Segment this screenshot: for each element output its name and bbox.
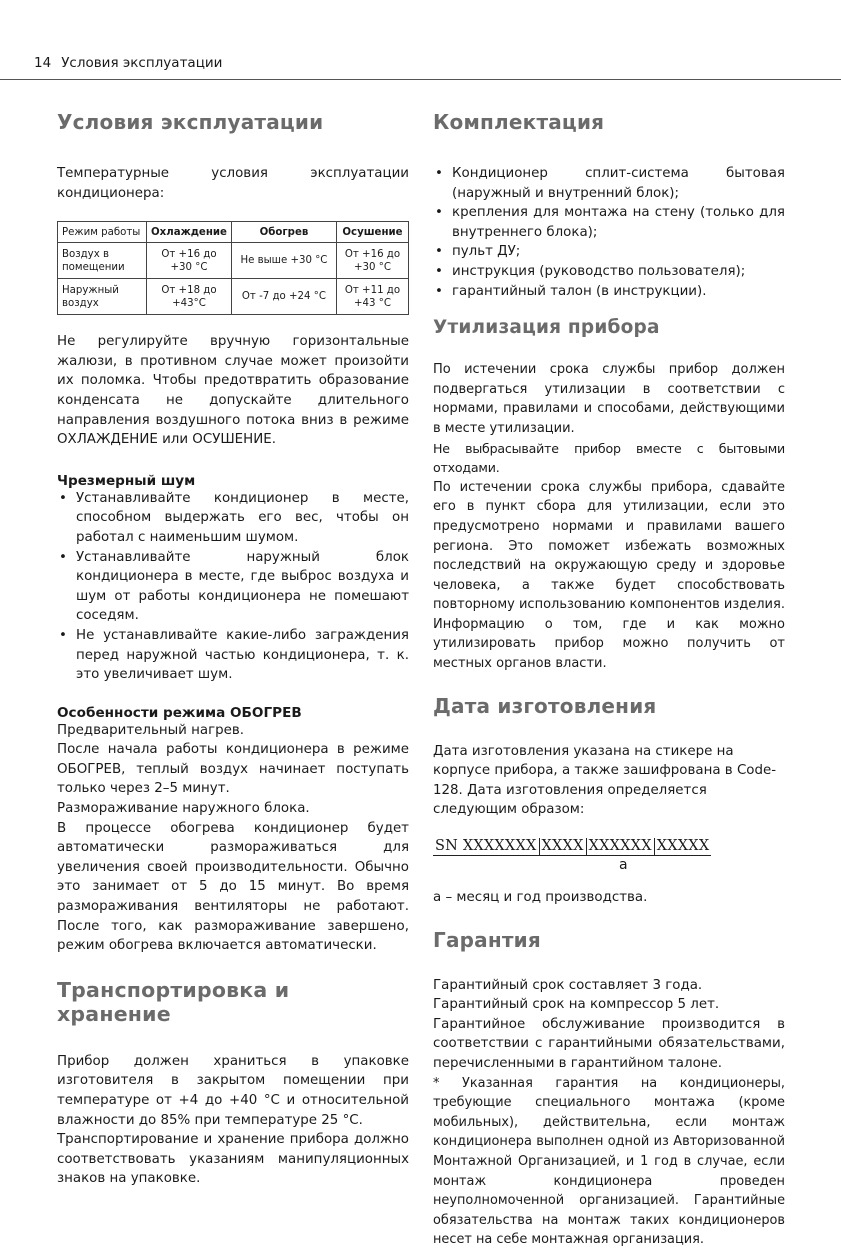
- kit-heading: Комплектация: [433, 110, 605, 134]
- sn-part: SN XXXXXXX: [435, 838, 537, 855]
- list-item: [433, 282, 785, 302]
- sn-part: XXXX: [539, 838, 586, 856]
- table-row: [58, 279, 409, 315]
- list-item: [57, 489, 409, 548]
- heating-paragraph: В процессе обогрева кондиционер будет автоматически размораживаться для увеличения своей производительности. Обычно это занимает от 5 до 15 минут. Во время размораживания вентиляторы не работают. После того, как размораживание завершено, режим обогрева включается автоматически.: [57, 820, 409, 954]
- bullet-icon: •: [59, 490, 67, 506]
- list-item: [433, 242, 785, 262]
- table-cell: Воздух в помещении: [58, 243, 147, 279]
- list-item-text: Кондиционер сплит-система бытовая (наружный и внутренний блок);: [452, 166, 785, 201]
- list-item-text: Не устанавливайте какие-либо заграждения перед наружной частью кондиционера, т. к. это увеличивает шум.: [76, 627, 409, 683]
- warranty-paragraph: * Указанная гарантия на кондиционеры, требующие специального монтажа (кроме мобильных), действительна, если монтаж кондиционера выполнен одной из Авторизованной Монтажной Организацией, и 1 год в случае, если монтаж кондиционера проведен неуполномоченной организацией. Гарантийные обязательства на монтаж таких кондиционеров несет на себе монтажная организация.: [433, 1075, 785, 1248]
- table-cell: От +16 до +30 °C: [147, 243, 232, 279]
- table-row: [58, 243, 409, 279]
- table-cell: Не выше +30 °C: [231, 243, 336, 279]
- transport-paragraph: Прибор должен храниться в упаковке изготовителя в закрытом помещении при температуре от +4 до +40 °С и относительной влажности до 85% при температуре 25 °С.: [57, 1053, 409, 1128]
- warranty-paragraph: Гарантийный срок составляет 3 года.: [433, 977, 703, 993]
- heating-paragraph: Размораживание наружного блока.: [57, 801, 310, 817]
- disposal-heading: Утилизация прибора: [433, 317, 660, 339]
- page-number: 14: [34, 55, 52, 71]
- table-header-cell: Обогрев: [231, 222, 336, 243]
- conditions-intro: Температурные условия эксплуатации кондиционера:: [57, 166, 409, 201]
- bullet-icon: •: [435, 263, 443, 279]
- table-header-row: [58, 222, 409, 243]
- header-rule: [0, 79, 841, 80]
- disposal-paragraph: Не выбрасывайте прибор вместе с бытовыми отходами.: [433, 440, 785, 476]
- list-item: [57, 548, 409, 626]
- list-item: [433, 262, 785, 282]
- bullet-icon: •: [59, 627, 67, 643]
- noise-list: [57, 489, 409, 685]
- table-header-cell: Осушение: [336, 222, 408, 243]
- left-column: [57, 110, 409, 1189]
- table-header-cell: Охлаждение: [147, 222, 232, 243]
- sn-marker: a: [619, 857, 628, 874]
- list-item-text: пульт ДУ;: [452, 244, 521, 260]
- sn-part: XXXXXX: [586, 838, 654, 856]
- sn-legend: a – месяц и год производства.: [433, 890, 648, 906]
- conditions-heading: Условия эксплуатации: [57, 110, 324, 134]
- list-item-text: Устанавливайте кондиционер в месте, способном выдержать его вес, чтобы он работал с наименьшим шумом.: [76, 490, 409, 545]
- heating-paragraph: Предварительный нагрев.: [57, 722, 245, 738]
- table-cell: От +16 до +30 °C: [336, 243, 408, 279]
- manufacture-heading: Дата изготовления: [433, 693, 657, 718]
- list-item-text: гарантийный талон (в инструкции).: [452, 283, 707, 299]
- page-header: [34, 55, 222, 71]
- table-header-cell: Режим работы: [58, 222, 147, 243]
- kit-list: [433, 164, 785, 301]
- table-cell: От -7 до +24 °C: [231, 279, 336, 315]
- table-cell: От +18 до +43°C: [147, 279, 232, 315]
- serial-number: [433, 838, 785, 856]
- heating-paragraph: После начала работы кондиционера в режиме ОБОГРЕВ, теплый воздух начинает поступать только через 2–5 минут.: [57, 742, 409, 797]
- disposal-paragraph: По истечении срока службы прибора, сдавайте его в пункт сбора для утилизации, если это предусмотрено нормами и правилами вашего региона. Это поможет избежать возможных последствий на окружающую среду и здоровье человека, а также будет способствовать повторному использованию компонентов изделия.: [433, 479, 785, 613]
- sn-part: XXXXX: [654, 838, 712, 856]
- table-cell: От +11 до +43 °C: [336, 279, 408, 315]
- list-item-text: инструкция (руководство пользователя);: [452, 263, 746, 279]
- operating-conditions-table: [57, 221, 409, 315]
- warranty-paragraph: Гарантийное обслуживание производится в соответствии с гарантийными обязательствами, перечисленными в гарантийном талоне.: [433, 1016, 785, 1071]
- transport-heading: Транспортировка и хранение: [57, 977, 290, 1026]
- list-item: [57, 626, 409, 685]
- bullet-icon: •: [435, 205, 443, 221]
- manufacture-paragraph: Дата изготовления указана на стикере на корпусе прибора, а также зашифрована в Code-128. Дата изготовления определяется следующим образом:: [433, 743, 777, 818]
- noise-heading: Чрезмерный шум: [57, 472, 196, 489]
- bullet-icon: •: [435, 244, 443, 260]
- bullet-icon: •: [435, 166, 443, 181]
- serial-number-diagram: [433, 838, 785, 888]
- warranty-heading: Гарантия: [433, 927, 541, 952]
- list-item: [433, 203, 785, 242]
- transport-paragraph: Транспортирование и хранение прибора должно соответствовать указаниям манипуляционных знаков на упаковке.: [57, 1132, 409, 1187]
- bullet-icon: •: [435, 283, 443, 299]
- list-item-text: крепления для монтажа на стену (только для внутреннего блока);: [452, 205, 785, 240]
- louver-note: Не регулируйте вручную горизонтальные жалюзи, в противном случае может произойти их поломка. Чтобы предотвратить образование конденсата не допускайте длительного направления воздушного потока вниз в режиме ОХЛАЖДЕНИЕ или ОСУШЕНИЕ.: [57, 334, 409, 448]
- running-title: Условия эксплуатации: [61, 55, 223, 71]
- heating-heading: Особенности режима ОБОГРЕВ: [57, 704, 302, 721]
- list-item: [433, 164, 785, 203]
- disposal-paragraph: По истечении срока службы прибор должен подвергаться утилизации в соответствии с нормами, правилами и способами, действующими в месте утилизации.: [433, 362, 785, 436]
- right-column: [433, 110, 785, 1250]
- warranty-paragraph: Гарантийный срок на компрессор 5 лет.: [433, 997, 720, 1013]
- list-item-text: Устанавливайте наружный блок кондиционера в месте, где выброс воздуха и шум от работы кондиционера не помешают соседям.: [76, 549, 409, 624]
- table-cell: Наружный воздух: [58, 279, 147, 315]
- bullet-icon: •: [59, 549, 67, 565]
- disposal-paragraph: Информацию о том, где и как можно утилизировать прибор можно получить от местных органов власти.: [433, 616, 785, 672]
